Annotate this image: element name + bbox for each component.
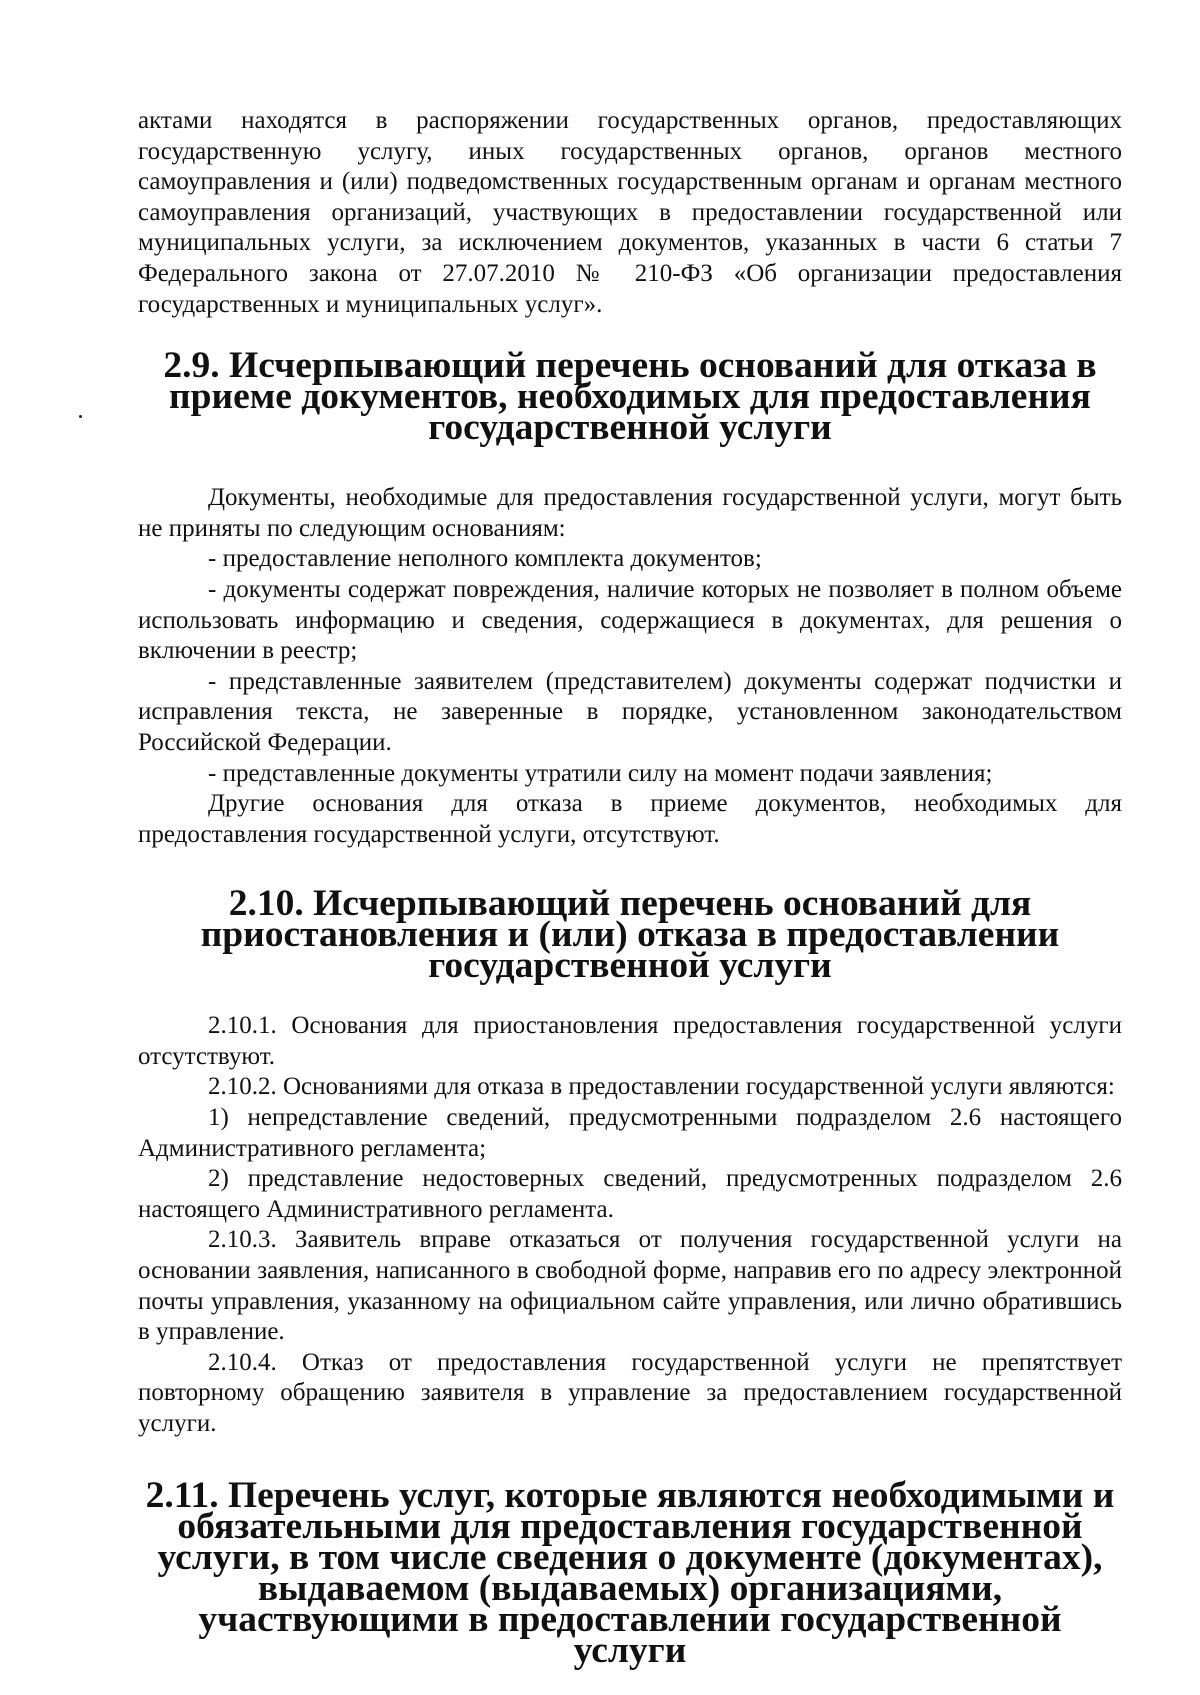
section-2-10-2-paragraph: 2.10.2. Основаниями для отказа в предоставлении государственной услуги являются: [208,1073,1115,1101]
section-2-9-list-item: - представленные заявителем (представителем) документы содержат подчистки и исправления текста, не заверенные в порядке, установленном законодательством Российской Федерации. [138,667,1122,756]
section-2-9-list-item: - предоставление неполного комплекта документов; [208,545,762,573]
section-2-10-3-paragraph: 2.10.3. Заявитель вправе отказаться от получения государственной услуги на основании заявления, написанного в свободной форме, направив его по адресу электронной почты управления, указанному на официальном сайте управления, или лично обратившись в управление. [138,1226,1122,1346]
section-2-9-body [138,483,1122,850]
section-2-10-heading: 2.10. Исчерпывающий перечень оснований для приостановления и (или) отказа в предоставлении государственной услуги [200,883,1060,987]
opening-paragraph: актами находятся в распоряжении государственных органов, предоставляющих государственную услугу, иных государственных органов, органов местного самоуправления и (или) подведомственных государственным органам и органам местного самоуправления организаций, участвующих в предоставлении государственной или муниципальных услуги, за исключением документов, указанных в части 6 статьи 7 Федерального закона от 27.07.2010 № 210-ФЗ «Об организации предоставления государственных и муниципальных услуг». [138,107,1122,318]
section-2-9-list-item: - представленные документы утратили силу на момент подачи заявления; [208,759,993,787]
document-page [138,106,1122,1671]
section-2-10-4-paragraph: 2.10.4. Отказ от предоставления государственной услуги не препятствует повторному обращению заявителя в управление за предоставлением государственной услуги. [138,1348,1122,1437]
section-2-10-1-paragraph: 2.10.1. Основания для приостановления предоставления государственной услуги отсутствуют. [138,1012,1122,1070]
section-2-9-list-item: - документы содержат повреждения, наличие которых не позволяет в полном объеме использовать информацию и сведения, содержащиеся в документах, для решения о включении в реестр; [138,575,1122,665]
section-2-10-2-list-item: 2) представление недостоверных сведений, предусмотренных подразделом 2.6 настоящего Административного регламента. [138,1165,1122,1223]
scan-artifact-dot [79,415,82,418]
section-2-9-paragraph: Другие основания для отказа в приеме документов, необходимых для предоставления государственной услуги, отсутствуют. [138,790,1122,848]
section-2-10-2-list-item: 1) непредставление сведений, предусмотренными подразделом 2.6 настоящего Административного регламента; [138,1104,1122,1162]
section-2-9-heading: 2.9. Исчерпывающий перечень оснований для отказа в приеме документов, необходимых для предоставления государственной услуги [163,345,1097,449]
section-2-9-paragraph: Документы, необходимые для предоставления государственной услуги, могут быть не приняты по следующим основаниям: [138,484,1122,542]
section-2-11-heading: 2.11. Перечень услуг, которые являются необходимыми и обязательными для предоставления государственной услуги, в том числе сведения о документе (документах), выдаваемом (выдаваемых) организациями, участвующими в предоставлении государственной услуги [145,1474,1115,1671]
section-2-10-body [138,1011,1122,1439]
